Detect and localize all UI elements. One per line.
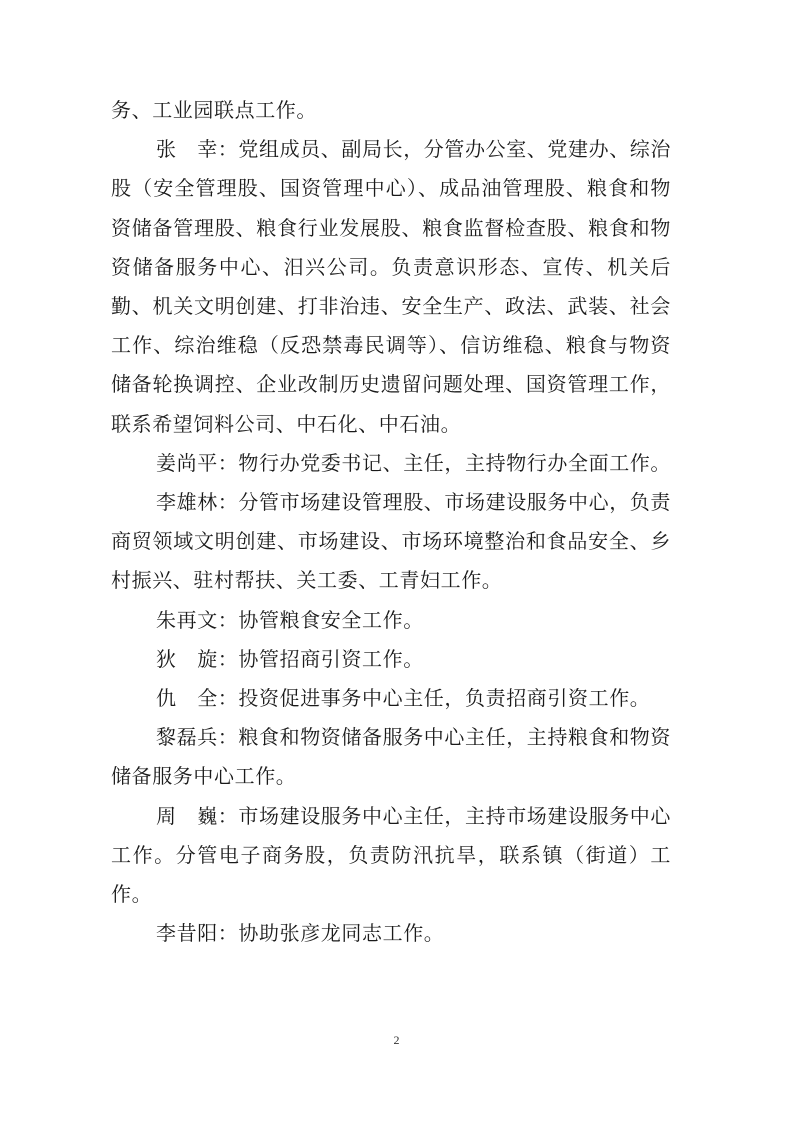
paragraph-text: 物行办党委书记、主任，主持物行办全面工作。: [238, 450, 672, 475]
person-name: 姜尚平：: [156, 450, 239, 475]
person-name: 李雄林：: [156, 490, 239, 515]
paragraph-li-xiyang: [111, 914, 671, 953]
person-name: 周 巍：: [156, 803, 239, 828]
page-number: 2: [393, 1033, 400, 1047]
person-name: 朱再文：: [156, 607, 239, 632]
paragraph-jiang-shangping: [111, 444, 671, 483]
person-name: 李昔阳：: [156, 921, 239, 946]
paragraph-text: 协助张彦龙同志工作。: [238, 921, 445, 946]
paragraph-zhou-wei: [111, 797, 671, 915]
paragraph-text: 粮食和物资储备服务中心主任，主持粮食和物资储备服务中心工作。: [111, 725, 672, 789]
paragraph-text: 党组成员、副局长，分管办公室、党建办、综治股（安全管理股、国资管理中心）、成品油管理股、粮食和物资储备管理股、粮食行业发展股、粮食监督检查股、粮食和物资储备服务中心、汨兴公司。负责意识形态、宣传、机关后勤、机关文明创建、打非治违、安全生产、政法、武装、社会工作、综治维稳（反恐禁毒民调等）、信访维稳、粮食与物资储备轮换调控、企业改制历史遗留问题处理、国资管理工作，联系希望饲料公司、中石化、中石油。: [111, 137, 672, 436]
paragraph-zhu-zaiwen: [111, 601, 671, 640]
person-name: 黎磊兵：: [156, 725, 239, 750]
paragraph-text: 协管粮食安全工作。: [238, 607, 424, 632]
paragraph-continuation: [111, 91, 671, 130]
document-body: [111, 91, 671, 953]
paragraph-text: 分管市场建设管理股、市场建设服务中心，负责商贸领域文明创建、市场建设、市场环境整治和食品安全、乡村振兴、驻村帮扶、关工委、工青妇工作。: [111, 490, 672, 593]
paragraph-li-xionglin: [111, 483, 671, 601]
paragraph-di-xuan: [111, 640, 671, 679]
paragraph-zhang-xing: [111, 130, 671, 444]
person-name: 仇 全：: [156, 686, 239, 711]
paragraph-text: 协管招商引资工作。: [238, 646, 424, 671]
person-name: 狄 旋：: [156, 646, 239, 671]
paragraph-li-leibing: [111, 718, 671, 796]
paragraph-text: 投资促进事务中心主任，负责招商引资工作。: [238, 686, 651, 711]
person-name: 张 幸：: [156, 137, 239, 162]
paragraph-qiu-quan: [111, 679, 671, 718]
paragraph-text: 市场建设服务中心主任，主持市场建设服务中心工作。分管电子商务股，负责防汛抗旱，联系镇（街道）工作。: [111, 803, 672, 907]
paragraph-text: 务、工业园联点工作。: [111, 98, 317, 122]
